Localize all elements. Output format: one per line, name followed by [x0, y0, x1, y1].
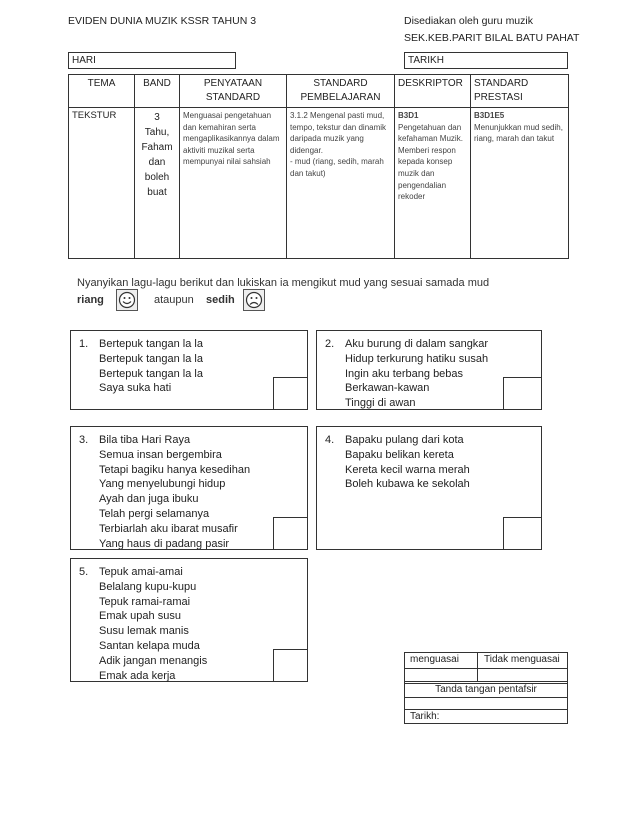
- lyric-line: Ingin aku terbang bebas: [345, 367, 464, 380]
- lyric-line: Emak upah susu: [99, 610, 181, 623]
- day-label: HARI: [72, 55, 96, 66]
- prestasi-code: B3D1E5: [474, 111, 505, 120]
- header-pembelajaran: STANDARD PEMBELAJARAN: [287, 75, 395, 108]
- cell-deskriptor: [395, 108, 471, 259]
- song-lyrics: [345, 337, 488, 411]
- song-lyrics: [345, 433, 470, 492]
- standards-table: [68, 74, 569, 259]
- song-box-4: [316, 426, 542, 550]
- lyric-line: Bertepuk tangan la la: [99, 367, 203, 380]
- band-line: boleh: [144, 172, 170, 183]
- lyric-line: Terbiarlah aku ibarat musafir: [99, 522, 238, 535]
- document-title: EVIDEN DUNIA MUZIK KSSR TAHUN 3: [68, 15, 257, 27]
- smiley-face-icon: [116, 289, 138, 311]
- date-label-assessment: Tarikh:: [410, 711, 440, 722]
- song-number: 4.: [325, 434, 335, 446]
- lyric-line: Boleh kubawa ke sekolah: [345, 478, 470, 491]
- assessment-table: [404, 652, 568, 724]
- lyric-line: Bertepuk tangan la la: [99, 352, 203, 365]
- instruction-text: Nyanyikan lagu-lagu berikut dan lukiskan ia mengikut mud yang sesuai samada mud: [77, 277, 490, 289]
- signature-label: Tanda tangan pentafsir: [435, 684, 537, 695]
- song-box-5: [70, 558, 308, 682]
- song-number: 2.: [325, 338, 335, 350]
- deskriptor-text: Pengetahuan dan kefahaman Muzik. Memberi respon kepada konsep muzik dan pengendalian rekoder: [398, 122, 463, 202]
- cell-pembelajaran: 3.1.2 Mengenal pasti mud, tempo, tekstur dan dinamik daripada muzik yang didengar. - mud (riang, sedih, marah dan takut): [287, 108, 395, 259]
- lyric-line: Susu lemak manis: [99, 625, 189, 638]
- not-mastered-checkbox[interactable]: [478, 669, 568, 681]
- header-tema: TEMA: [69, 75, 135, 108]
- drawing-answer-box[interactable]: [273, 517, 307, 549]
- lyric-line: Tinggi di awan: [345, 397, 416, 410]
- song-box-1: [70, 330, 308, 410]
- drawing-answer-box[interactable]: [503, 517, 541, 549]
- lyric-line: Bapaku pulang dari kota: [345, 434, 464, 446]
- cell-band: [135, 108, 180, 259]
- mastered-label: menguasai: [410, 654, 459, 665]
- lyric-line: Tepuk amai-amai: [99, 566, 183, 578]
- lyric-line: Bila tiba Hari Raya: [99, 434, 191, 446]
- mastered-checkbox[interactable]: [404, 669, 477, 681]
- lyric-line: Semua insan bergembira: [99, 448, 222, 461]
- lyric-line: Bapaku belikan kereta: [345, 448, 454, 461]
- song-box-2: [316, 330, 542, 410]
- song-lyrics: [99, 433, 250, 550]
- prestasi-text: Menunjukkan mud sedih, riang, marah dan takut: [474, 122, 563, 144]
- header-prestasi: STANDARD PRESTASI: [471, 75, 569, 108]
- song-lyrics: [99, 337, 203, 396]
- lyric-line: Aku burung di dalam sangkar: [345, 338, 489, 350]
- band-line: Faham: [141, 142, 173, 153]
- signature-field[interactable]: [404, 698, 568, 709]
- lyric-line: Kereta kecil warna merah: [345, 463, 470, 476]
- song-box-3: [70, 426, 308, 550]
- header-band: BAND: [135, 75, 180, 108]
- prepared-by: Disediakan oleh guru muzik: [404, 15, 533, 27]
- date-label: TARIKH: [408, 55, 444, 66]
- cell-penyataan: Menguasai pengetahuan dan kemahiran serta mengaplikasikannya dalam aktiviti muzikal serta mempunyai nilai sahsiah: [180, 108, 287, 259]
- band-line: dan: [148, 157, 166, 168]
- header-deskriptor: DESKRIPTOR: [395, 75, 471, 108]
- lyric-line: Santan kelapa muda: [99, 639, 200, 652]
- drawing-answer-box[interactable]: [273, 649, 307, 681]
- deskriptor-code: B3D1: [398, 111, 419, 120]
- lyric-line: Belalang kupu-kupu: [99, 580, 197, 593]
- lyric-line: Tetapi bagiku hanya kesedihan: [99, 463, 251, 476]
- song-number: 5.: [79, 566, 89, 578]
- lyric-line: Yang menyelubungi hidup: [99, 478, 226, 491]
- song-number: 3.: [79, 434, 89, 446]
- lyric-line: Berkawan-kawan: [345, 382, 430, 395]
- cell-tema: TEKSTUR: [69, 108, 135, 259]
- drawing-answer-box[interactable]: [503, 377, 541, 409]
- song-lyrics: [99, 565, 207, 683]
- not-mastered-label: Tidak menguasai: [484, 654, 560, 665]
- lyric-line: Saya suka hati: [99, 382, 172, 395]
- lyric-line: Telah pergi selamanya: [99, 507, 210, 520]
- header-penyataan: PENYATAAN STANDARD: [180, 75, 287, 108]
- lyric-line: Hidup terkurung hatiku susah: [345, 352, 489, 365]
- lyric-line: Bertepuk tangan la la: [99, 338, 203, 350]
- drawing-answer-box[interactable]: [273, 377, 307, 409]
- school-name: SEK.KEB.PARIT BILAL BATU PAHAT: [404, 32, 580, 44]
- band-line: buat: [147, 187, 167, 198]
- lyric-line: Adik jangan menangis: [99, 654, 208, 667]
- lyric-line: Ayah dan juga ibuku: [99, 493, 199, 506]
- lyric-line: Emak ada kerja: [99, 669, 176, 682]
- day-field[interactable]: [68, 52, 236, 69]
- date-field[interactable]: [404, 52, 568, 69]
- band-line: Tahu,: [144, 127, 170, 138]
- song-number: 1.: [79, 338, 89, 350]
- lyric-line: Tepuk ramai-ramai: [99, 595, 191, 608]
- sad-face-icon: [243, 289, 265, 311]
- lyric-line: Yang haus di padang pasir: [99, 537, 230, 550]
- table-header-row: [69, 75, 569, 108]
- word-or: ataupun: [154, 294, 194, 306]
- band-line: 3: [154, 112, 160, 123]
- cell-prestasi: [471, 108, 569, 259]
- word-riang: riang: [77, 294, 104, 306]
- word-sedih: sedih: [206, 294, 235, 306]
- table-row: [69, 108, 569, 259]
